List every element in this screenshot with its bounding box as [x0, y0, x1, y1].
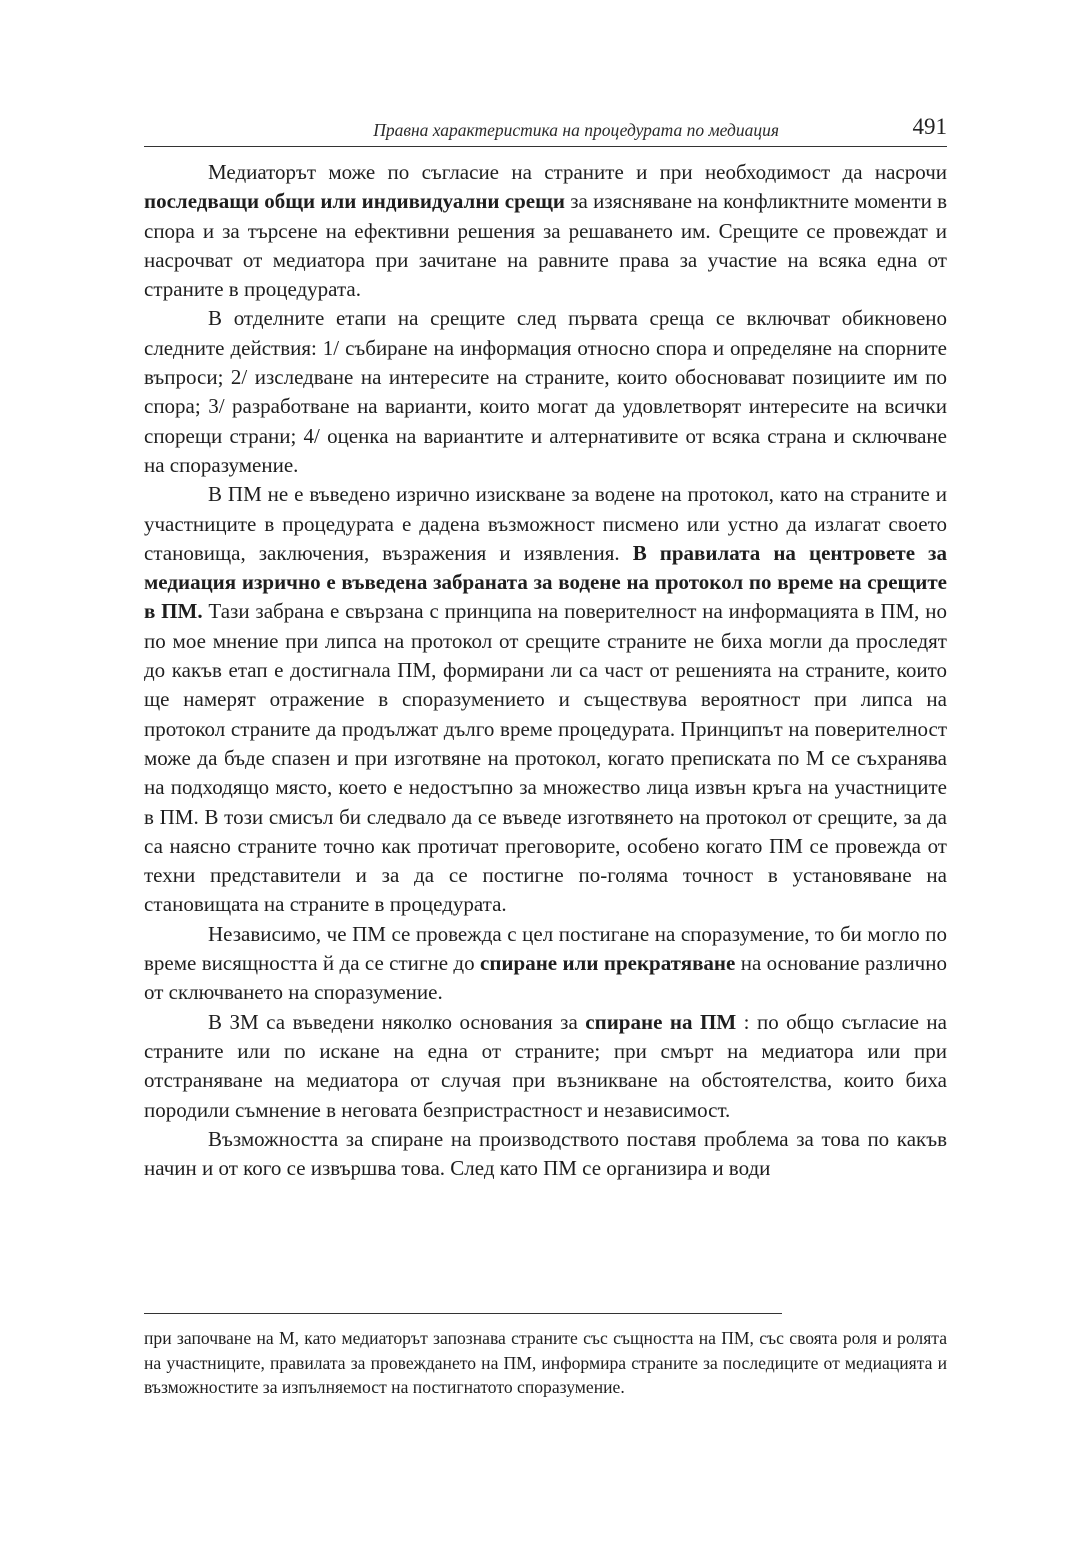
body-text	[144, 158, 947, 1183]
bold-phrase: последващи общи или индивидуални срещи	[144, 189, 565, 214]
running-header	[144, 114, 947, 147]
running-title: Правна характеристика на процедурата по медиация	[373, 120, 779, 140]
bold-phrase: спиране на ПМ	[585, 1009, 737, 1034]
bold-phrase: В правилата на центровете за медиация изрично е въведена забраната за водене на протокол по време на срещите в ПМ.	[144, 540, 947, 624]
page-number: 491	[912, 114, 947, 139]
footnote: при започване на М, като медиаторът запознава страните със същността на ПМ, със своята роля и ролята на участниците, правилата за провеждането на ПМ, информира страните за последиците от медиацията и възможностите за изпълняемост на постигнатото споразумение.	[144, 1328, 947, 1398]
paragraph-1: Медиаторът може по съгласие на страните и при необходимост да насрочи последващи общи или индивидуални срещи за изясняване на конфликтните моменти в спора и за търсене на ефективни решения за решаването им. Срещите се провеждат и насрочват от медиатора при зачитане на равните права за участие на всяка една от страните в процедурата.	[144, 160, 947, 302]
paragraph-4: Независимо, че ПМ се провежда с цел постигане на споразумение, то би могло по време висящността й да се стигне до спиране или прекратяване на основание различно от сключването на споразумение.	[144, 921, 947, 1005]
bold-phrase: спиране или прекратяване	[480, 951, 736, 976]
paragraph-6: Възможността за спиране на производството поставя проблема за това по какъв начин и от кого се извършва това. След като ПМ се организира и води	[144, 1126, 947, 1181]
paragraph-3: В ПМ не е въведено изрично изискване за водене на протокол, като на страните и участниците в процедурата е дадена възможност писмено или устно да излагат своето становища, заключения, възражения и изявления. В правилата на центровете за медиация изрично е въведена забраната за водене на протокол по време на срещите в ПМ. Тази забрана е свързана с принципа на поверителност на информацията в ПМ, но по мое мнение при липса на протокол от срещите страните не биха могли да проследят до какъв етап е достигнала ПМ, формирани ли са част от решенията на страните, които ще намерят отражение в споразумението и съществува вероятност при липса на протокол страните да продължат дълго време процедурата. Принципът на поверителност може да бъде спазен и при изготвяне на протокол, когато преписката по М се съхранява на подходящо място, което е недостъпно за множество лица извън кръга на участниците в ПМ. В този смисъл би следвало да се въведе изготвянето на протокол от срещите, за да са наясно страните точно как протичат преговорите, особено когато ПМ се провежда от техни представители и за да се постигне по-голяма точност в установяване на становищата на страните в процедурата.	[144, 482, 948, 917]
footnote-divider	[144, 1313, 782, 1314]
paragraph-2: В отделните етапи на срещите след първата среща се включват обикновено следните действия: 1/ събиране на информация относно спора и определяне на спорните въпроси; 2/ изследване на интересите на страните, които обосновават позициите им по спора; 3/ разработване на варианти, които могат да удовлетворят интересите на всички спорещи страни; 4/ оценка на вариантите и алтернативите от всяка страна и сключване на споразумение.	[144, 306, 947, 477]
paragraph-5: В ЗМ са въведени няколко основания за спиране на ПМ : по общо съгласие на страните или по искане на една от страните; при смърт на медиатора или при отстраняване на медиатора от случая при възникване на обстоятелства, които биха породили съмнение в неговата безпристрастност и независимост.	[144, 1009, 947, 1122]
